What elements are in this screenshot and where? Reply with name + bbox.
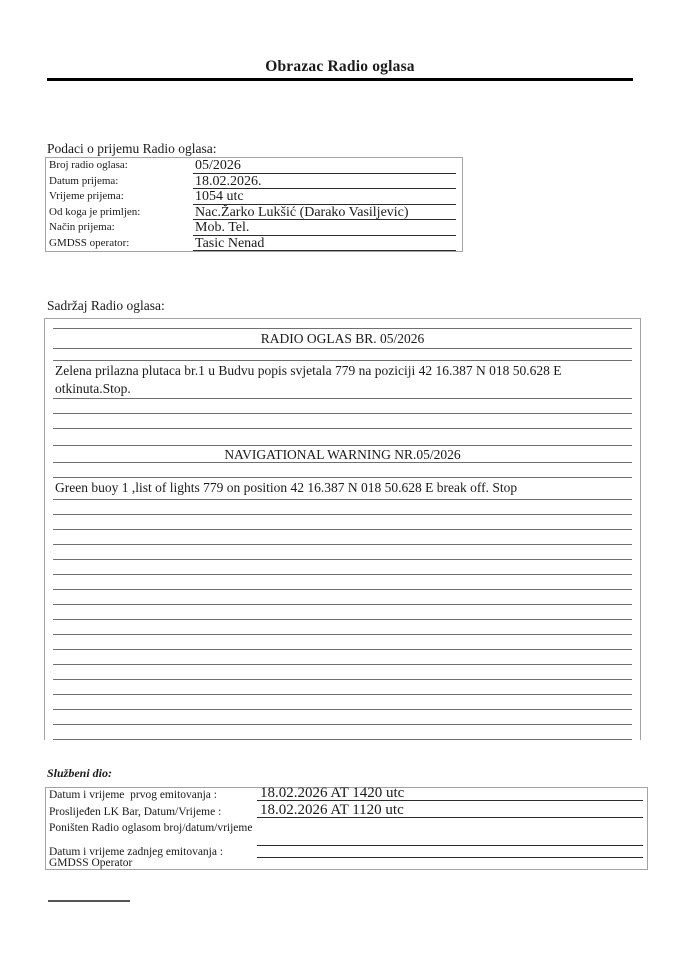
reception-row [46,174,462,190]
official-row [46,834,647,846]
content-heading: Sadržaj Radio oglasa: [47,298,165,313]
content-line[interactable] [53,530,632,545]
field-label: Datum prijema: [49,174,119,187]
reception-table [45,157,463,252]
content-line[interactable]: NAVIGATIONAL WARNING NR.05/2026 [53,446,632,463]
official-row [46,858,647,869]
content-line[interactable] [53,399,632,414]
official-heading: Službeni dio: [47,766,113,780]
field-label: GMDSS operator: [49,236,130,249]
content-line[interactable] [53,349,632,361]
content-line[interactable] [53,620,632,635]
content-line[interactable] [53,635,632,650]
content-line[interactable] [53,319,632,329]
field-label: Broj radio oglasa: [49,159,128,171]
reception-row [46,158,462,174]
reception-row [46,220,462,236]
content-line[interactable] [53,545,632,560]
field-value[interactable]: Nac.Žarko Lukšić (Darako Vasiljevic) [193,205,456,221]
content-line[interactable] [53,414,632,429]
content-line[interactable] [53,695,632,710]
content-line[interactable] [53,605,632,620]
reception-row [46,236,462,252]
form-title: Obrazac Radio oglasa [265,58,415,75]
content-box [44,318,641,740]
content-line[interactable] [53,560,632,575]
field-value[interactable]: Tasic Nenad [193,236,456,252]
content-line[interactable] [53,725,632,740]
field-label: Proslijeđen LK Bar, Datum/Vrijeme : [49,805,222,818]
official-row [46,785,647,801]
reception-row [46,189,462,205]
content-line[interactable] [53,680,632,695]
content-line[interactable] [53,575,632,590]
content-line[interactable] [53,463,632,478]
field-label: Vrijeme prijema: [49,190,124,202]
content-line[interactable] [53,429,632,446]
content-line[interactable] [53,650,632,665]
field-value[interactable]: 18.02.2026 AT 1420 utc [257,786,643,801]
field-label: Poništen Radio oglasom broj/datum/vrijeme [49,821,253,834]
official-row [46,818,647,834]
content-line[interactable]: Zelena prilazna plutaca br.1 u Budvu popis svjetala 779 na poziciji 42 16.387 N 018 50.628 E otkinuta.Stop. [53,361,632,399]
field-label: GMDSS Operator [49,856,133,869]
official-table [45,787,648,870]
content-line[interactable] [53,590,632,605]
content-line[interactable]: RADIO OGLAS BR. 05/2026 [53,329,632,349]
field-label: Datum i vrijeme prvog emitovanja : [49,788,217,801]
signature-line [48,900,130,902]
field-value[interactable]: 05/2026 [193,158,456,174]
content-line[interactable] [53,515,632,530]
field-value[interactable] [257,857,643,858]
field-value[interactable]: 1054 utc [193,189,456,205]
content-line[interactable] [53,710,632,725]
content-line[interactable]: Green buoy 1 ,list of lights 779 on position 42 16.387 N 018 50.628 E break off. Stop [53,478,632,500]
field-value[interactable]: 18.02.2026 AT 1120 utc [257,803,643,818]
field-value[interactable] [257,845,643,846]
official-row [46,801,647,818]
reception-heading: Podaci o prijemu Radio oglasa: [47,141,217,156]
title-rule [47,78,633,81]
field-value[interactable]: Mob. Tel. [193,220,456,236]
field-label: Od koga je primljen: [49,205,141,218]
content-line[interactable] [53,665,632,680]
content-line[interactable] [53,500,632,515]
reception-row [46,205,462,221]
field-label: Datum i vrijeme zadnjeg emitovanja : [49,845,224,858]
field-label: Način prijema: [49,221,115,233]
field-value[interactable]: 18.02.2026. [193,174,456,190]
